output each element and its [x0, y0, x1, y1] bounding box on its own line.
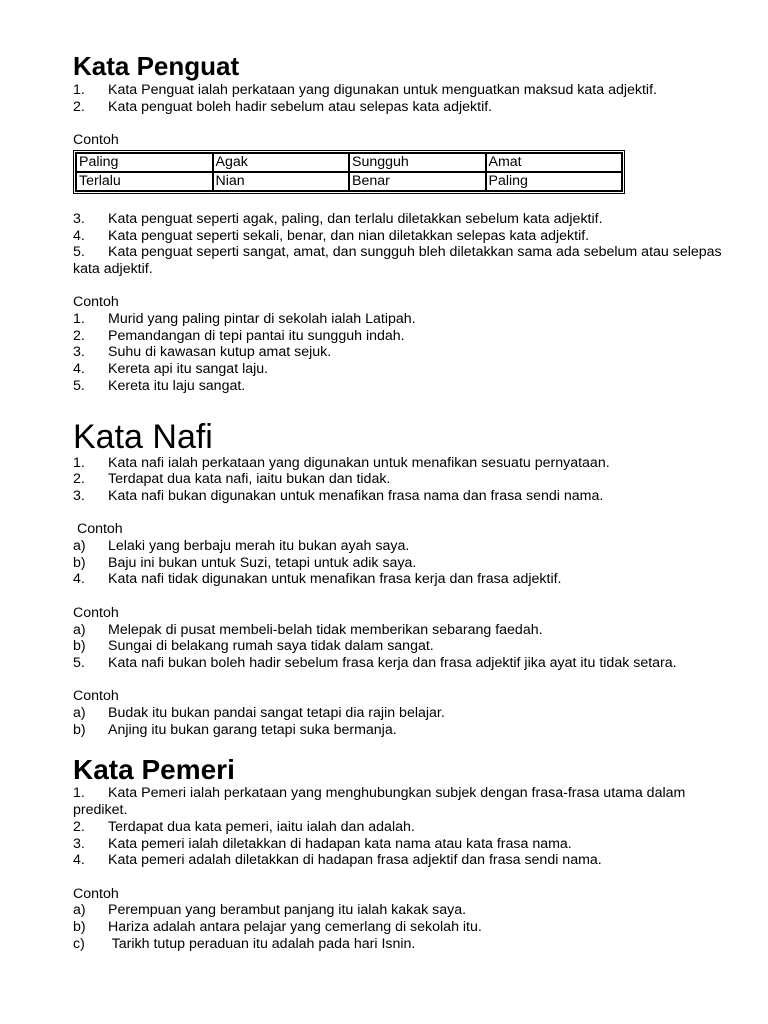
section-title-kata-penguat: Kata Penguat [73, 51, 240, 81]
list-item: 1. Kata Pemeri ialah perkataan yang menghubungkan subjek dengan frasa-frasa utama dalam prediket. [73, 785, 686, 819]
list-item: b) Baju ini bukan untuk Suzi, tetapi untuk adik saya. [73, 554, 417, 571]
section-title-kata-pemeri: Kata Pemeri [73, 754, 235, 786]
list-item: 3. Kata penguat seperti agak, paling, dan terlalu diletakkan sebelum kata adjektif. [73, 210, 603, 227]
list-item: c) Tarikh tutup peraduan itu adalah pada hari Isnin. [73, 935, 416, 952]
list-item: 5. Kata penguat seperti sangat, amat, dan sungguh bleh diletakkan sama ada sebelum atau selepas kata adjektif. [73, 244, 722, 277]
list-item: 5. Kereta itu laju sangat. [73, 377, 246, 394]
table-cell: Terlalu [76, 172, 213, 191]
list-item: 1. Murid yang paling pintar di sekolah ialah Latipah. [73, 311, 416, 327]
contoh-label: Contoh [73, 521, 123, 538]
list-item: a) Perempuan yang berambut panjang itu ialah kakak saya. [73, 902, 467, 919]
list-item: 4. Kata nafi tidak digunakan untuk menafikan frasa kerja dan frasa adjektif. [73, 571, 562, 588]
contoh-label: Contoh [73, 604, 119, 621]
contoh-label: Contoh [73, 688, 119, 705]
list-item: 4. Kata penguat seperti sekali, benar, dan nian diletakkan selepas kata adjektif. [73, 227, 590, 244]
contoh-label: Contoh [73, 294, 119, 311]
table-cell: Nian [213, 172, 350, 191]
table-cell: Agak [213, 153, 350, 172]
list-item: b) Hariza adalah antara pelajar yang cemerlang di sekolah itu. [73, 919, 482, 936]
list-item: 1. Kata nafi ialah perkataan yang digunakan untuk menafikan sesuatu pernyataan. [73, 454, 610, 471]
table-row [76, 153, 622, 172]
list-item: b) Sungai di belakang rumah saya tidak dalam sangat. [73, 638, 434, 655]
table-row [76, 172, 622, 191]
kata-penguat-table [73, 150, 625, 194]
list-item: 2. Terdapat dua kata nafi, iaitu bukan dan tidak. [73, 471, 391, 488]
list-item: 3. Suhu di kawasan kutup amat sejuk. [73, 344, 332, 361]
list-item: 1. Kata Penguat ialah perkataan yang digunakan untuk menguatkan maksud kata adjektif. [73, 82, 657, 98]
table-cell: Sungguh [349, 153, 486, 172]
list-item: 5. Kata nafi bukan boleh hadir sebelum frasa kerja dan frasa adjektif jika ayat itu tidak setara. [73, 654, 677, 671]
list-item: a) Lelaki yang berbaju merah itu bukan ayah saya. [73, 538, 410, 555]
list-item: a) Melepak di pusat membeli-belah tidak memberikan sebarang faedah. [73, 621, 543, 638]
section-title-kata-nafi: Kata Nafi [73, 417, 213, 456]
list-item: 4. Kereta api itu sangat laju. [73, 361, 269, 378]
table-cell: Benar [349, 172, 486, 191]
contoh-label: Contoh [73, 885, 119, 902]
list-item: 3. Kata pemeri ialah diletakkan di hadapan kata nama atau kata frasa nama. [73, 835, 572, 852]
table-cell: Amat [486, 153, 623, 172]
document-page [73, 50, 733, 952]
list-item: 2. Terdapat dua kata pemeri, iaitu ialah dan adalah. [73, 818, 415, 835]
list-item: 2. Pemandangan di tepi pantai itu sungguh indah. [73, 327, 405, 344]
contoh-label: Contoh [73, 132, 119, 149]
list-item: a) Budak itu bukan pandai sangat tetapi dia rajin belajar. [73, 705, 445, 722]
table-cell: Paling [486, 172, 623, 191]
list-item: b) Anjing itu bukan garang tetapi suka bermanja. [73, 721, 397, 738]
list-item: 4. Kata pemeri adalah diletakkan di hadapan frasa adjektif dan frasa sendi nama. [73, 852, 602, 869]
table-cell: Paling [76, 153, 213, 172]
list-item: 3. Kata nafi bukan digunakan untuk menafikan frasa nama dan frasa sendi nama. [73, 487, 604, 504]
list-item: 2. Kata penguat boleh hadir sebelum atau selepas kata adjektif. [73, 98, 493, 115]
